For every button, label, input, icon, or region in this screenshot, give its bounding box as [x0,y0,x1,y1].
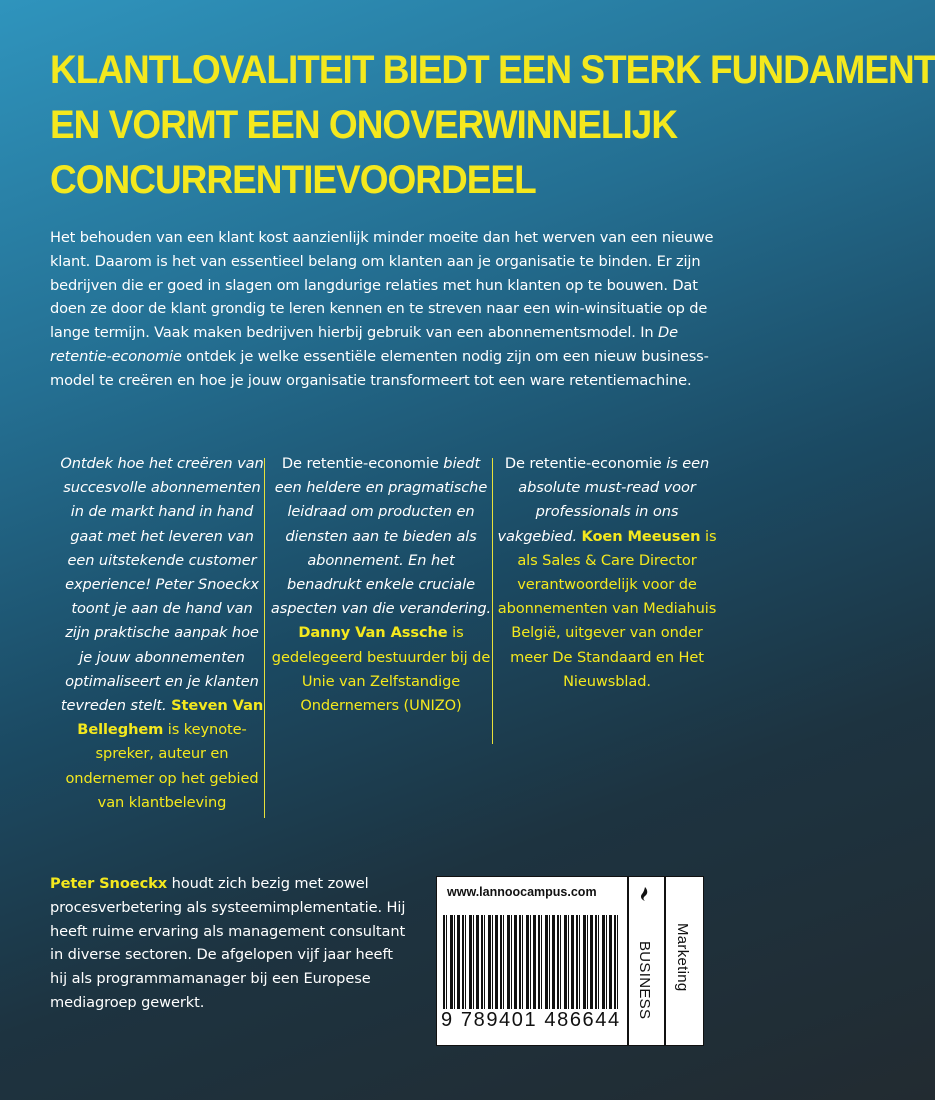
endorser-name: Steven Van Belleghem [77,697,264,739]
barcode [443,915,621,1009]
subcategory-label: Marketing [674,923,691,992]
endorsement-book-title: De retentie-economie [504,455,662,472]
category-label: BUSINESS [636,941,653,1020]
endorsement-steven-van-belleghem [57,452,267,815]
author-bio [50,872,408,1015]
endorsement-quote: biedt een heldere en pragmatische leidraad om producten en diensten aan te bieden als abonnement. En het benadrukt enkele cruciale aspecten van die verandering. [270,455,492,618]
headline-line-2: EN VORMT EEN ONOVERWINNELIJK [50,102,678,147]
endorsement-danny-van-assche [268,452,494,718]
column-divider [264,458,265,818]
endorser-name: Koen Meeusen [581,527,701,545]
publisher-logo-icon [638,887,652,901]
endorsement-koen-meeusen [496,452,718,694]
endorsement-quote: Ontdek hoe het creëren van succesvolle abonnementen in de markt hand in hand gaat met het leveren van een uitstekende customer experience! Peter Snoeckx toont je aan de hand van zijn praktische aanpak hoe je jouw abonnementen optimaliseert en je klanten tevreden stelt. [60,455,264,715]
intro-book-title: De retentie-economie [50,324,678,365]
endorsement-book-title: De retentie-economie [281,455,439,472]
column-divider [492,458,493,744]
endorser-role: is als Sales & Care Director verantwoordelijk voor de abonnementen van Mediahuis België, uitgever van onder meer De Standaard en Het Nieuwsblad. [497,527,717,690]
endorser-role: is gedelegeerd bestuurder bij de Unie van Zelfstandige Ondernemers (UNIZO) [271,624,491,715]
endorser-role: is keynote-spreker, auteur en ondernemer op het gebied van klantbeleving [65,721,259,811]
isbn-number: 9 789401 486644 [441,1009,621,1031]
barcode-panel [436,876,704,1046]
intro-paragraph [50,226,720,393]
author-name: Peter Snoeckx [50,875,168,892]
author-bio-text: houdt zich bezig met zowel procesverbetering als systeemimplementatie. Hij heeft ruime ervaring als management consultant in diverse sectoren. De afgelopen vijf jaar heeft hij als programmamanager bij een Europese mediagroep gewerkt. [50,875,406,1011]
endorsement-quote: is een absolute must-read voor professionals in ons vakgebied. [497,455,710,545]
headline-line-1: KLANTLOVALITEIT BIEDT EEN STERK FUNDAMENT [50,47,935,92]
intro-text-start: Het behouden van een klant kost aanzienlijk minder moeite dan het werven van een nieuwe klant. Daarom is het van essentieel belang om klanten aan je organisatie te binden. Er zijn bedrijven die er goed in slagen om langdurige relaties met hun klanten op te bouwen. Dat doen ze door de klant grondig te leren kennen en te streven naar een win-winsituatie op de lange termijn. Vaak maken bedrijven hierbij gebruik van een abonnementsmodel. In [50,229,714,342]
publisher-website: www.lannoocampus.com [447,885,597,899]
headline [50,42,935,207]
panel-divider [627,877,629,1045]
panel-divider [664,877,666,1045]
endorser-name: Danny Van Assche [298,624,448,642]
headline-line-3: CONCURRENTIEVOORDEEL [50,157,536,202]
intro-text-end: ontdek je welke essentiële elementen nodig zijn om een nieuw business-model te creëren en hoe je jouw organisatie transformeert tot een ware retentiemachine. [50,347,709,389]
